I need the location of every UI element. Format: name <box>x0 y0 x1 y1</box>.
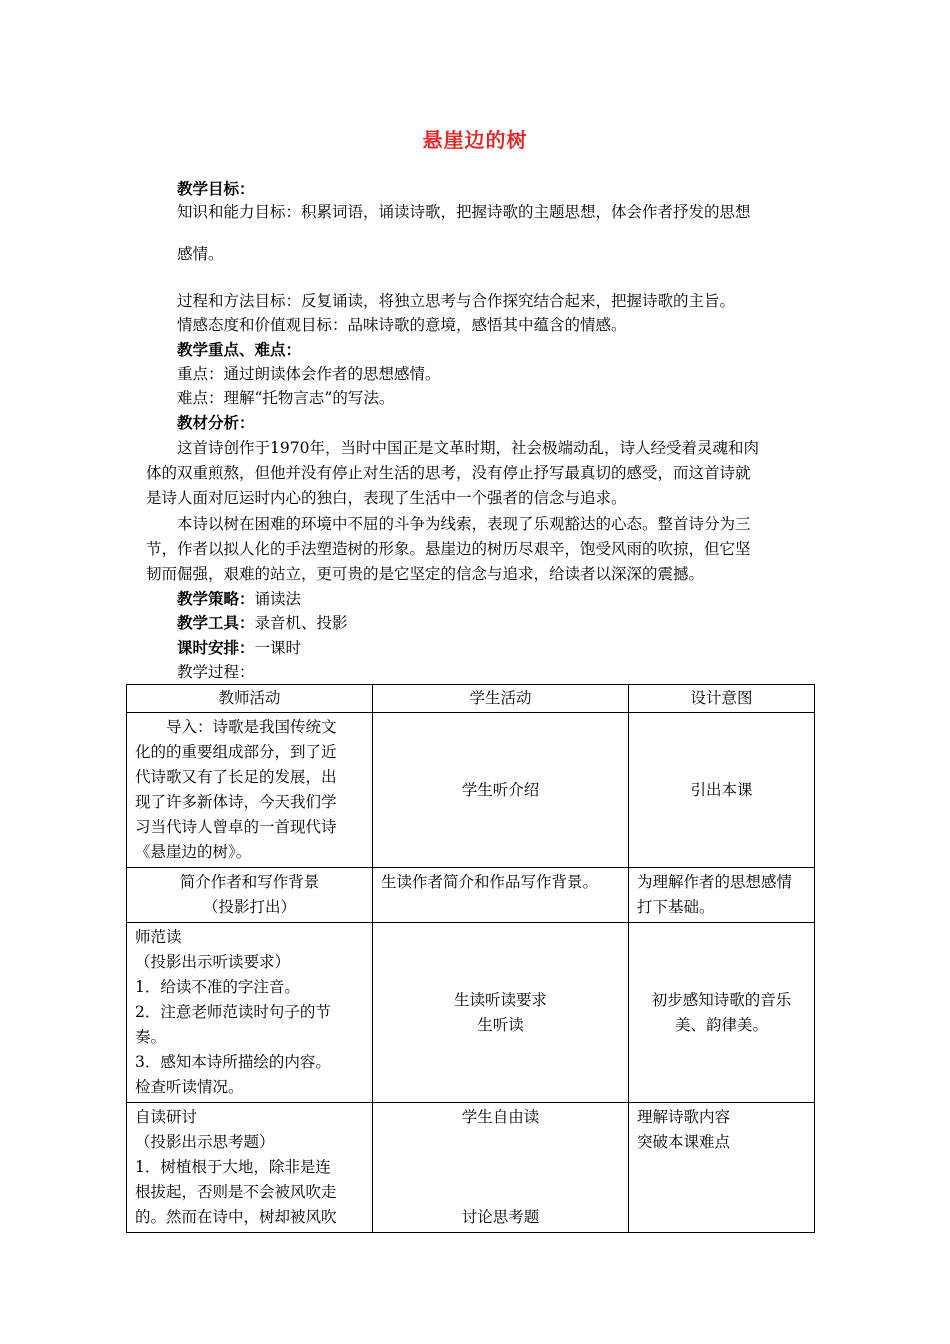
goals-knowledge-line2: 感情。 <box>177 245 224 263</box>
strategy-label: 教学策略： <box>177 589 255 608</box>
analysis-heading: 教材分析： <box>177 413 255 432</box>
row3-intent <box>629 923 815 1103</box>
key-focus: 重点：通过朗读体会作者的思想感情。 <box>177 365 441 383</box>
key-difficulty: 难点：理解“托物言志”的写法。 <box>177 389 395 407</box>
strategy-value: 诵读法 <box>254 590 302 608</box>
row3-student-line: 生读听读要求 <box>453 990 547 1009</box>
schedule-line <box>177 636 301 660</box>
row2-teacher-line: 简介作者和写作背景 <box>179 873 320 891</box>
row4-intent-line: 理解诗歌内容 <box>637 1108 731 1126</box>
row3-teacher-line: 1．给读不准的字注音。 <box>135 978 300 996</box>
row2-intent-line: 为理解作者的思想感情 <box>637 873 793 891</box>
row4-teacher-line: 1．树植根于大地，除非是连 <box>135 1158 331 1176</box>
analysis-p1-line1: 这首诗创作于1970年，当时中国正是文革时期，社会极端动乱，诗人经受着灵魂和肉 <box>177 439 759 457</box>
row2-intent <box>629 868 815 923</box>
row3-student <box>373 923 629 1103</box>
row3-student-line: 生听读 <box>477 1015 524 1034</box>
row3-intent-line: 初步感知诗歌的音乐 <box>651 990 792 1009</box>
row3-teacher-line: 检查听读情况。 <box>135 1078 244 1096</box>
row1-student: 学生听介绍 <box>373 713 629 868</box>
row4-student-bottom: 讨论思考题 <box>461 1208 540 1226</box>
row1-teacher-line: 习当代诗人曾卓的一首现代诗 <box>135 818 337 836</box>
row3-teacher <box>127 923 373 1103</box>
row4-teacher <box>127 1103 373 1233</box>
row1-teacher-line: 《悬崖边的树》。 <box>135 843 252 861</box>
tools-line <box>177 611 348 635</box>
analysis-p1-line3: 是诗人面对厄运时内心的独白，表现了生活中一个强者的信念与追求。 <box>146 489 627 507</box>
row1-teacher-line: 现了许多新体诗，今天我们学 <box>135 793 337 811</box>
row3-intent-line: 美、韵律美。 <box>674 1015 768 1034</box>
header-intent: 设计意图 <box>629 685 815 713</box>
goals-process: 过程和方法目标：反复诵读，将独立思考与合作探究结合起来，把握诗歌的主旨。 <box>177 292 736 310</box>
header-student: 学生活动 <box>373 685 629 713</box>
strategy-line <box>177 587 301 611</box>
row1-teacher <box>127 713 373 868</box>
row2-teacher <box>127 868 373 923</box>
row1-teacher-line: 化的的重要组成部分，到了近 <box>135 743 337 761</box>
row3-teacher-line: 3．感知本诗所描绘的内容。 <box>135 1053 331 1071</box>
row3-teacher-line: 2．注意老师范读时句子的节 <box>135 1003 331 1021</box>
table-row <box>127 1103 815 1233</box>
row4-intent <box>629 1103 815 1233</box>
key-heading: 教学重点、难点： <box>177 340 302 359</box>
table-row <box>127 923 815 1103</box>
row3-teacher-line: 师范读 <box>135 928 182 946</box>
document-title: 悬崖边的树 <box>422 128 528 152</box>
row4-teacher-line: 根拔起，否则是不会被风吹走 <box>135 1183 337 1201</box>
row1-teacher-line: 导入：诗歌是我国传统文 <box>166 718 337 736</box>
row4-teacher-line: （投影出示思考题） <box>135 1133 275 1151</box>
analysis-p2-line3: 韧而倔强，艰难的站立，更可贵的是它坚定的信念与追求，给读者以深深的震撼。 <box>146 565 705 583</box>
row4-teacher-line: 的。然而在诗中，树却被风吹 <box>135 1208 337 1226</box>
goals-heading: 教学目标： <box>177 179 255 198</box>
analysis-p2-line2: 节，作者以拟人化的手法塑造树的形象。悬崖边的树历尽艰辛，饱受风雨的吹掠，但它坚 <box>146 540 751 558</box>
row4-student <box>373 1103 629 1233</box>
row2-student: 生读作者简介和作品写作背景。 <box>373 868 629 923</box>
schedule-label: 课时安排： <box>177 638 255 657</box>
table-row <box>127 713 815 868</box>
row2-teacher-line: （投影打出） <box>202 898 296 916</box>
tools-value: 录音机、投影 <box>254 614 348 632</box>
schedule-value: 一课时 <box>254 639 302 657</box>
teaching-process-table <box>126 684 815 1233</box>
tools-label: 教学工具： <box>177 613 255 632</box>
row1-intent: 引出本课 <box>629 713 815 868</box>
row4-teacher-line: 自读研讨 <box>135 1108 198 1126</box>
row1-teacher-line: 代诗歌又有了长足的发展，出 <box>135 768 337 786</box>
row3-teacher-line: 奏。 <box>135 1028 167 1046</box>
table-row <box>127 868 815 923</box>
goals-emotion: 情感态度和价值观目标：品味诗歌的意境，感悟其中蕴含的情感。 <box>177 316 627 334</box>
analysis-p1-line2: 体的双重煎熬，但他并没有停止对生活的思考，没有停止抒写最真切的感受，而这首诗就 <box>146 464 751 482</box>
header-teacher: 教师活动 <box>127 685 373 713</box>
analysis-p2-line1: 本诗以树在困难的环境中不屈的斗争为线索，表现了乐观豁达的心态。整首诗分为三 <box>177 515 751 533</box>
process-heading: 教学过程： <box>177 663 255 681</box>
row2-intent-line: 打下基础。 <box>637 898 715 916</box>
row4-student-top: 学生自由读 <box>461 1108 540 1126</box>
goals-knowledge-line1: 知识和能力目标：积累词语，诵读诗歌，把握诗歌的主题思想，体会作者抒发的思想 <box>177 203 751 221</box>
row4-intent-line: 突破本课难点 <box>637 1133 731 1151</box>
table-header-row <box>127 685 815 713</box>
row3-teacher-line: （投影出示听读要求） <box>135 953 291 971</box>
